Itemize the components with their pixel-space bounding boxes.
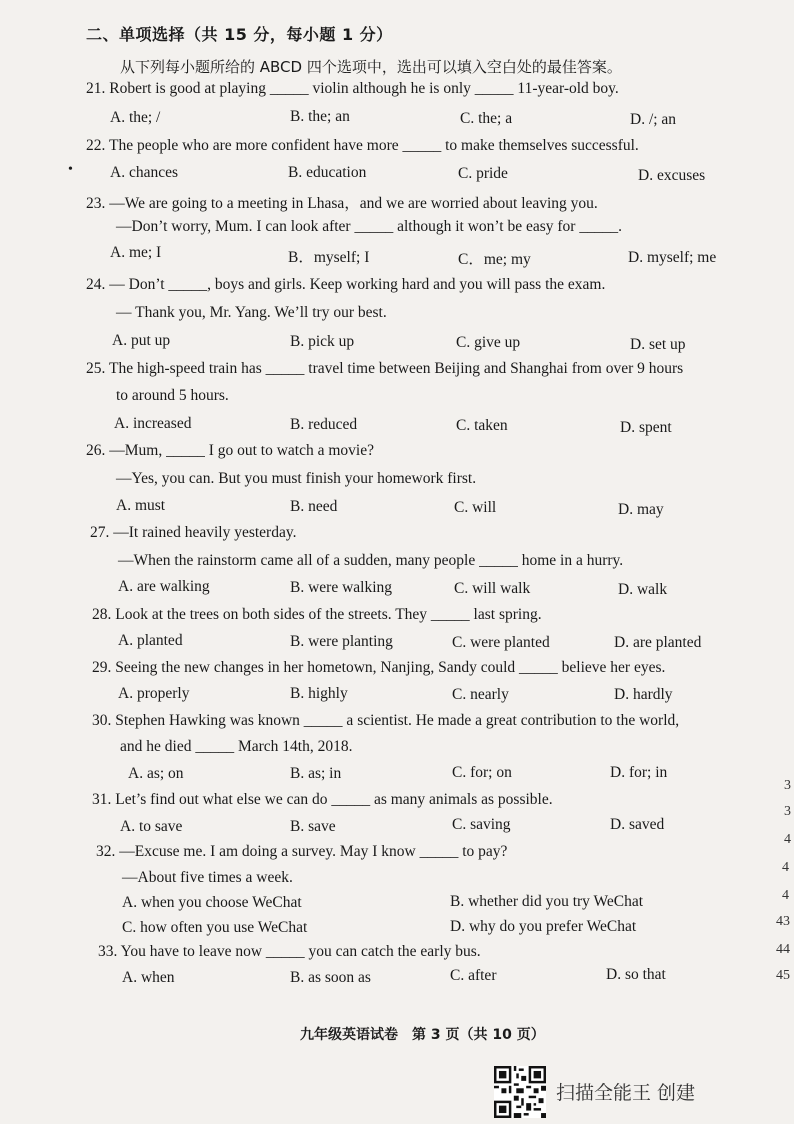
q25-option-b: B. reduced xyxy=(290,416,358,433)
question-32: 32. —Excuse me. I am doing a survey. May I know _____ to pay? xyxy=(96,843,508,860)
q26-option-a: A. must xyxy=(116,497,166,514)
q27-option-c: C. will walk xyxy=(454,580,531,597)
margin-dot: • xyxy=(68,162,73,177)
q22-option-b: B. education xyxy=(288,164,367,181)
q24-option-a: A. put up xyxy=(112,332,171,349)
q25-option-c: C. taken xyxy=(456,417,508,434)
q31-option-d: D. saved xyxy=(610,816,665,833)
q30-option-a: A. as; on xyxy=(128,765,184,782)
question-25: 25. The high-speed train has _____ travel time between Beijing and Shanghai from over 9 hours xyxy=(86,360,684,377)
qr-code-icon xyxy=(494,1066,546,1118)
margin-number: 44 xyxy=(776,942,790,957)
q32-option-b: B. whether did you try WeChat xyxy=(450,893,644,910)
question-27-reply: —When the rainstorm came all of a sudden, many people _____ home in a hurry. xyxy=(118,552,624,569)
q25-option-a: A. increased xyxy=(114,415,192,432)
q28-option-d: D. are planted xyxy=(614,634,702,651)
q27-option-a: A. are walking xyxy=(118,578,210,595)
q24-option-b: B. pick up xyxy=(290,333,355,350)
q27-option-b: B. were walking xyxy=(290,579,393,596)
q31-option-a: A. to save xyxy=(120,818,183,835)
instruction-text: 从下列每小题所给的 ABCD 四个选项中，选出可以填入空白处的最佳答案。 xyxy=(120,58,622,76)
q21-option-a: A. the; / xyxy=(110,109,161,126)
q28-option-b: B. were planting xyxy=(290,633,393,650)
question-31: 31. Let’s find out what else we can do _____ as many animals as possible. xyxy=(92,791,553,808)
q25-option-d: D. spent xyxy=(620,419,672,436)
q23-option-a: A. me; I xyxy=(110,244,162,261)
question-26-reply: —Yes, you can. But you must finish your homework first. xyxy=(116,470,477,487)
margin-number: 4 xyxy=(784,832,791,847)
q26-option-c: C. will xyxy=(454,499,497,516)
question-30-cont: and he died _____ March 14th, 2018. xyxy=(120,738,353,755)
q22-option-a: A. chances xyxy=(110,164,178,181)
question-21: 21. Robert is good at playing _____ violin although he is only _____ 11-year-old boy. xyxy=(86,80,619,97)
question-23-reply: —Don’t worry, Mum. I can look after _____ although it won’t be easy for _____. xyxy=(116,218,622,235)
question-33: 33. You have to leave now _____ you can catch the early bus. xyxy=(98,943,481,960)
q29-option-d: D. hardly xyxy=(614,686,673,703)
q21-option-b: B. the; an xyxy=(290,108,350,125)
q29-option-c: C. nearly xyxy=(452,686,509,703)
question-22: 22. The people who are more confident have more _____ to make themselves successful. xyxy=(86,137,639,154)
q24-option-d: D. set up xyxy=(630,336,686,353)
q29-option-a: A. properly xyxy=(118,685,190,702)
q22-option-c: C. pride xyxy=(458,165,508,182)
q32-option-c: C. how often you use WeChat xyxy=(122,919,308,936)
margin-number: 3 xyxy=(784,778,791,793)
q23-option-d: D. myself; me xyxy=(628,249,717,266)
section-title: 二、单项选择（共 15 分，每小题 1 分） xyxy=(86,25,393,44)
q31-option-b: B. save xyxy=(290,818,336,835)
q21-option-c: C. the; a xyxy=(460,110,513,127)
q33-option-d: D. so that xyxy=(606,966,666,983)
q22-option-d: D. excuses xyxy=(638,167,706,184)
q30-option-b: B. as; in xyxy=(290,765,342,782)
q28-option-a: A. planted xyxy=(118,632,183,649)
question-26: 26. —Mum, _____ I go out to watch a movie? xyxy=(86,442,374,459)
question-32-reply: —About five times a week. xyxy=(122,869,293,886)
margin-number: 4 xyxy=(782,860,789,875)
question-27: 27. —It rained heavily yesterday. xyxy=(90,524,297,541)
q31-option-c: C. saving xyxy=(452,816,511,833)
question-24-reply: — Thank you, Mr. Yang. We’ll try our best. xyxy=(116,304,387,321)
q27-option-d: D. walk xyxy=(618,581,668,598)
question-30: 30. Stephen Hawking was known _____ a scientist. He made a great contribution to the world, xyxy=(92,712,680,729)
q30-option-c: C. for; on xyxy=(452,764,512,781)
scanner-watermark: 扫描全能王 创建 xyxy=(556,1082,696,1104)
q33-option-c: C. after xyxy=(450,967,497,984)
margin-number: 3 xyxy=(784,804,791,819)
margin-number: 45 xyxy=(776,968,790,983)
q30-option-d: D. for; in xyxy=(610,764,668,781)
q24-option-c: C. give up xyxy=(456,334,521,351)
margin-number: 4 xyxy=(782,888,789,903)
question-29: 29. Seeing the new changes in her hometown, Nanjing, Sandy could _____ believe her eyes. xyxy=(92,659,666,676)
page-footer: 九年级英语试卷 第 3 页（共 10 页） xyxy=(300,1027,545,1043)
q32-option-a: A. when you choose WeChat xyxy=(122,894,302,911)
q26-option-b: B. need xyxy=(290,498,338,515)
q33-option-a: A. when xyxy=(122,969,175,986)
question-23: 23. —We are going to a meeting in Lhasa，and we are worried about leaving you. xyxy=(86,195,598,212)
question-25-cont: to around 5 hours. xyxy=(116,387,229,404)
question-28: 28. Look at the trees on both sides of the streets. They _____ last spring. xyxy=(92,606,542,623)
q23-option-c: C．me; my xyxy=(458,251,531,268)
q23-option-b: B．myself; I xyxy=(288,249,370,266)
q28-option-c: C. were planted xyxy=(452,634,550,651)
q33-option-b: B. as soon as xyxy=(290,969,371,986)
q32-option-d: D. why do you prefer WeChat xyxy=(450,918,637,935)
q26-option-d: D. may xyxy=(618,501,664,518)
q21-option-d: D. /; an xyxy=(630,111,677,128)
question-24: 24. — Don’t _____, boys and girls. Keep working hard and you will pass the exam. xyxy=(86,276,606,293)
q29-option-b: B. highly xyxy=(290,685,348,702)
margin-number: 43 xyxy=(776,914,790,929)
